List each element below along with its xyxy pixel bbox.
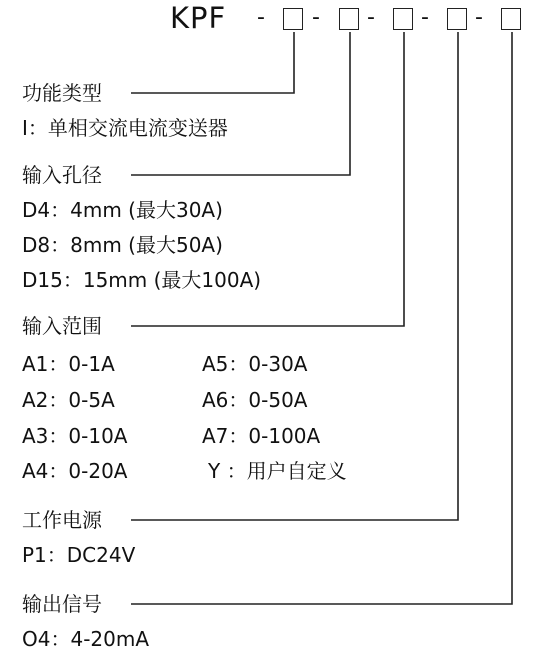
- section-title-output-signal: 输出信号: [22, 592, 102, 616]
- option-input-range: A7：0-100A: [202, 424, 321, 448]
- option-input-range: A4：0-20A: [22, 459, 128, 483]
- code-box-input-range: [393, 8, 413, 30]
- code-dash: -: [475, 5, 483, 30]
- option-input-range: A1：0-1A: [22, 352, 115, 376]
- connector-input-hole: [131, 32, 350, 175]
- code-box-output-signal: [501, 8, 521, 30]
- option-input-hole: D15：15mm (最大100A): [22, 268, 262, 292]
- option-output-signal: O4：4-20mA: [22, 627, 150, 651]
- code-box-input-hole: [339, 8, 359, 30]
- code-dash: -: [421, 5, 429, 30]
- option-input-range-custom: Y ：用户自定义: [208, 459, 347, 483]
- code-dash: -: [257, 5, 265, 30]
- model-prefix: KPF: [170, 1, 227, 35]
- option-input-range: A5：0-30A: [202, 352, 308, 376]
- code-box-power-supply: [447, 8, 467, 30]
- connector-function-type: [131, 32, 294, 93]
- code-box-function-type: [283, 8, 303, 30]
- option-input-range: A2：0-5A: [22, 388, 115, 412]
- option-input-hole: D4：4mm (最大30A): [22, 198, 223, 222]
- option-input-range: A3：0-10A: [22, 424, 128, 448]
- option-input-range: A6：0-50A: [202, 388, 308, 412]
- section-title-input-hole: 输入孔径: [22, 163, 102, 187]
- option-power-supply: P1：DC24V: [22, 543, 136, 567]
- code-dash: -: [367, 5, 375, 30]
- code-dash: -: [312, 5, 320, 30]
- section-title-power-supply: 工作电源: [22, 508, 102, 532]
- option-function-type: I：单相交流电流变送器: [22, 116, 228, 140]
- option-input-hole: D8：8mm (最大50A): [22, 233, 223, 257]
- section-title-input-range: 输入范围: [22, 314, 102, 338]
- section-title-function-type: 功能类型: [22, 81, 102, 105]
